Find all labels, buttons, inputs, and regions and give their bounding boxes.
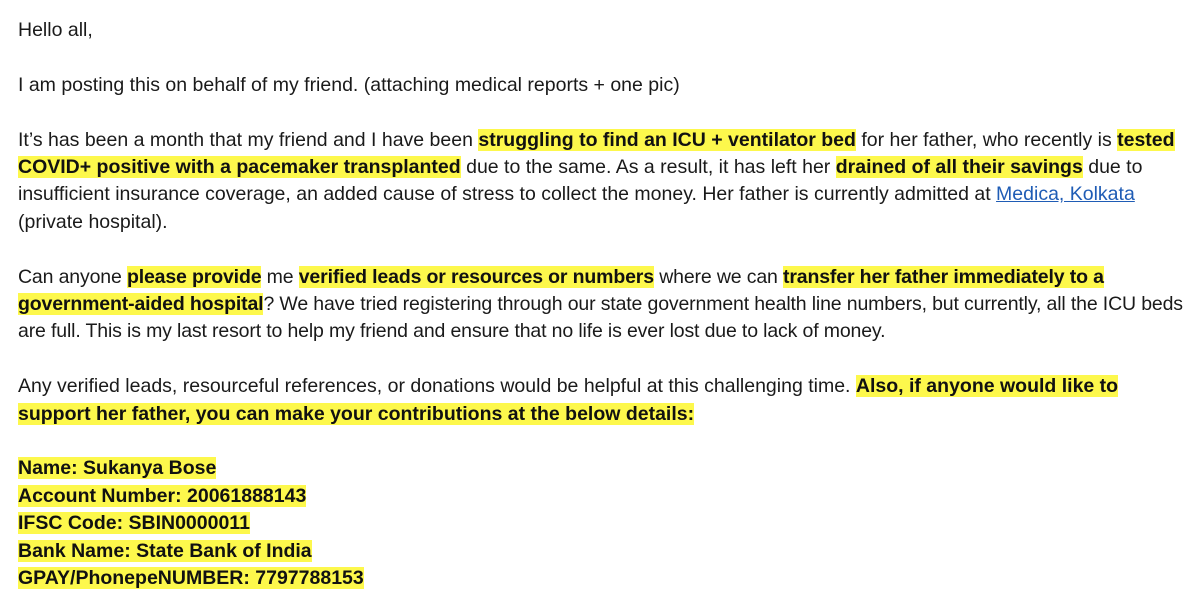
detail-name: Name: Sukanya Bose	[18, 457, 217, 480]
highlight-covid-positive: tested COVID+ positive with a pacemaker transplanted	[18, 128, 1175, 178]
highlight-verified-leads: verified leads or resources or numbers	[298, 265, 654, 288]
greeting-text: Hello all,	[18, 19, 93, 41]
highlight-please-provide: please provide	[126, 265, 262, 288]
donation-text-1: Any verified leads, resourceful references, or donations would be helpful at this challenging time.	[18, 375, 856, 398]
detail-bank-name: Bank Name: State Bank of India	[18, 539, 312, 562]
request-text-2: me	[261, 265, 299, 288]
situation-text-3: due to the same. As a result, it has left her	[460, 156, 836, 178]
request-text-3: where we can	[653, 265, 783, 288]
highlight-transfer: transfer her father immediately to a government-aided hospital	[18, 265, 1104, 316]
request-text-4: ? We have tried registering through our state government health line numbers, but currently, all the ICU beds are full. This is my last resort to help my friend and ensure that no life is ever lost due to lack of money.	[18, 293, 1183, 343]
highlight-icu-bed: struggling to find an ICU + ventilator bed	[478, 128, 856, 151]
highlight-savings: drained of all their savings	[835, 156, 1083, 178]
request-paragraph	[18, 264, 1185, 346]
request-text-1: Can anyone	[18, 265, 127, 288]
intro-line	[18, 72, 1185, 99]
intro-text: I am posting this on behalf of my friend. (attaching medical reports + one pic)	[18, 73, 680, 96]
bank-details	[18, 455, 1185, 592]
greeting-line	[18, 17, 1185, 44]
situation-paragraph	[18, 127, 1185, 237]
situation-text-5: (private hospital).	[18, 210, 168, 233]
hospital-link[interactable]: Medica, Kolkata	[996, 183, 1135, 206]
situation-text-4: due to insufficient insurance coverage, an added cause of stress to collect the money. Her father is currently admitted at	[18, 156, 1143, 206]
detail-ifsc-code: IFSC Code: SBIN0000011	[18, 512, 250, 535]
highlight-contributions: Also, if anyone would like to support her father, you can make your contributions at the below details:	[18, 375, 1119, 425]
situation-text-2: for her father, who recently is	[855, 128, 1118, 151]
situation-text-1: It’s has been a month that my friend and I have been	[18, 128, 479, 151]
detail-gpay-number: GPAY/PhonepeNUMBER: 7797788153	[18, 567, 364, 590]
detail-account-number: Account Number: 20061888143	[18, 484, 307, 507]
donation-paragraph	[18, 373, 1185, 428]
